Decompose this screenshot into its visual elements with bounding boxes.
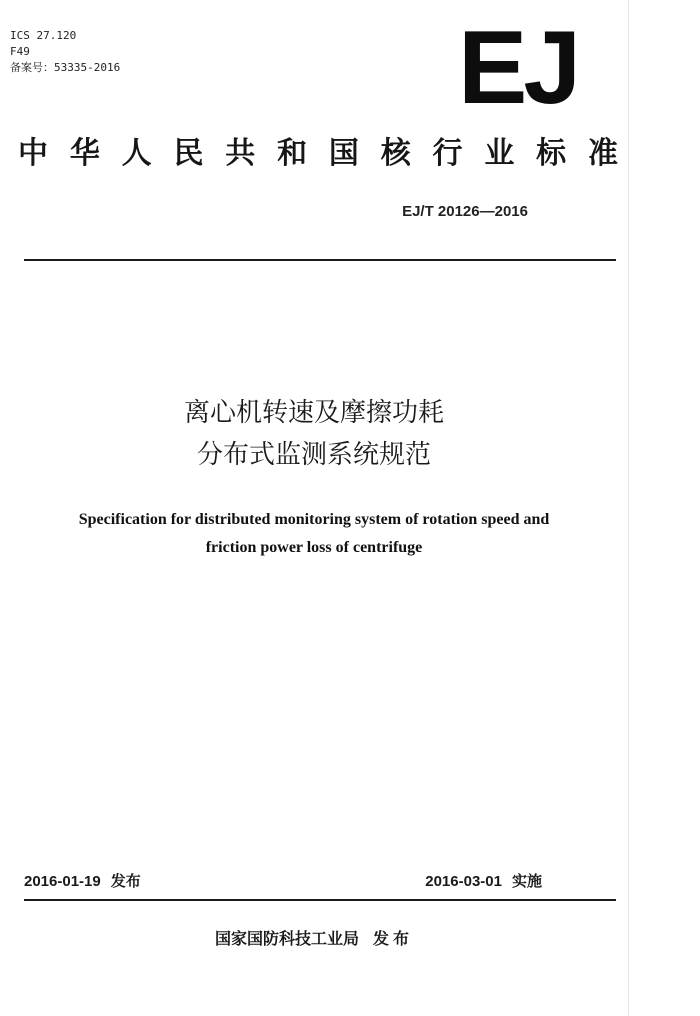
- classification-block: [10, 28, 120, 76]
- category-char: 民: [173, 136, 204, 171]
- issue-label: 发布: [110, 872, 141, 890]
- page-edge-margin: [628, 0, 700, 1016]
- category-char: 华: [69, 136, 100, 171]
- category-char: 行: [432, 136, 463, 171]
- implementation-date: 2016-03-01: [425, 873, 502, 890]
- top-divider: [24, 259, 616, 261]
- category-char: 核: [380, 136, 411, 171]
- ej-logo: EJ: [458, 10, 578, 126]
- category-char: 共: [225, 136, 256, 171]
- chinese-title-line-2: 分布式监测系统规范: [196, 440, 431, 470]
- publisher-action: 发布: [373, 929, 414, 948]
- implementation-label: 实施: [511, 872, 542, 890]
- category-char: 准: [587, 136, 618, 171]
- issue-date: 2016-01-19: [24, 873, 101, 890]
- english-title: [0, 506, 628, 562]
- implementation-date-block: [425, 870, 542, 891]
- english-title-line-2: friction power loss of centrifuge: [205, 539, 423, 556]
- chinese-title-line-1: 离心机转速及摩擦功耗: [183, 398, 444, 428]
- category-char: 国: [328, 136, 359, 171]
- ccs-code: F49: [10, 45, 30, 58]
- category-char: 人: [121, 136, 152, 171]
- publisher-name: 国家国防科技工业局: [214, 929, 359, 948]
- bottom-divider: [24, 899, 616, 901]
- standard-number: EJ/T 20126—2016: [402, 203, 528, 220]
- chinese-title: [0, 392, 628, 476]
- publisher-block: [0, 926, 628, 949]
- category-char: 和: [277, 136, 308, 171]
- category-char: 标: [536, 136, 567, 171]
- record-number: 备案号：53335-2016: [10, 61, 121, 74]
- ics-code: ICS 27.120: [10, 29, 77, 42]
- category-char: 中: [18, 136, 48, 171]
- category-char: 业: [484, 136, 515, 171]
- english-title-line-1: Specification for distributed monitoring system of rotation speed and: [78, 511, 550, 528]
- standard-category: [18, 132, 618, 176]
- issue-date-block: [24, 870, 141, 891]
